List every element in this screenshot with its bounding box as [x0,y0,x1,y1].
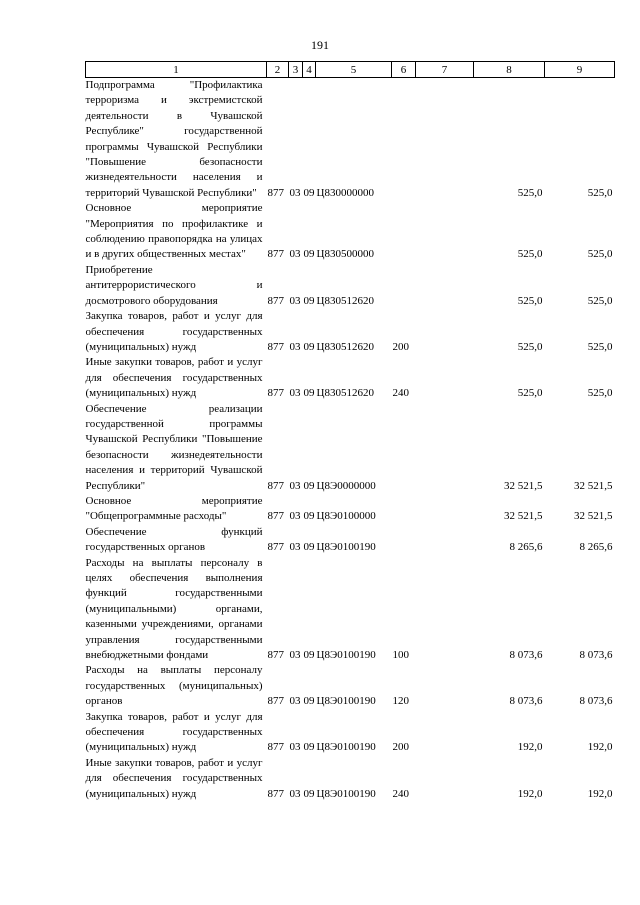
budget-table [85,61,615,802]
subsection-code: 09 [303,695,315,708]
amount-col-8: 8 073,6 [509,649,543,662]
expense-name: Иные закупки товаров, работ и услуг для обеспечения государственных (муниципальных) нужд [85,356,263,400]
column-header: 8 [474,62,545,78]
ministry-code: 877 [267,741,284,754]
target-article-code: Ц830500000 [316,248,374,261]
section-code: 03 [289,695,301,708]
target-article-code: Ц8Э0100190 [316,541,376,554]
amount-col-9: 192,0 [587,787,613,800]
subsection-code: 09 [303,248,315,261]
ministry-code: 877 [267,248,284,261]
expense-name: Расходы на выплаты персоналу государственных (муниципальных) органов [85,664,263,708]
amount-col-9: 525,0 [587,387,613,400]
section-code: 03 [289,741,301,754]
subsection-code: 09 [303,186,315,199]
table-row [86,710,615,756]
target-article-code: Ц830000000 [316,186,374,199]
amount-col-8: 192,0 [517,787,543,800]
column-header: 5 [316,62,392,78]
table-row [86,756,615,802]
expense-type-code [392,525,416,556]
amount-col-8: 192,0 [517,741,543,754]
expense-name: Расходы на выплаты персоналу в целях обеспечения выполнения функций государственными (муниципальными) органами, казенными учреждениями, органами управления государственными внебюджетными фондами [85,556,263,662]
column-7-value [416,756,474,802]
target-article-code: Ц8Э0100190 [316,695,376,708]
amount-col-8: 525,0 [517,248,543,261]
target-article-code: Ц8Э0100190 [316,741,376,754]
amount-col-8: 525,0 [517,340,543,353]
column-header: 1 [86,62,267,78]
column-7-value [416,78,474,202]
expense-name: Обеспечение реализации государственной программы Чувашской Республики "Повышение безопасности жизнедеятельности населения и территорий Чувашской Республики" [85,402,263,492]
ministry-code: 877 [267,649,284,662]
expense-name: Закупка товаров, работ и услуг для обеспечения государственных (муниципальных) нужд [85,310,263,353]
column-7-value [416,201,474,263]
ministry-code: 877 [267,510,284,523]
target-article-code: Ц830512620 [316,387,374,400]
expense-type-code [392,78,416,202]
table-body [86,78,615,803]
table-row [86,309,615,355]
amount-col-8: 32 521,5 [504,479,543,492]
expense-type-code: 240 [392,387,409,400]
ministry-code: 877 [267,787,284,800]
amount-col-8: 8 265,6 [509,541,543,554]
expense-type-code: 120 [392,695,409,708]
target-article-code: Ц830512620 [316,340,374,353]
amount-col-9: 32 521,5 [574,479,613,492]
expense-name: Иные закупки товаров, работ и услуг для обеспечения государственных (муниципальных) нужд [85,756,263,800]
target-article-code: Ц8Э0100190 [316,649,376,662]
expense-type-code: 200 [392,340,409,353]
column-header: 6 [392,62,416,78]
section-code: 03 [289,787,301,800]
column-7-value [416,263,474,309]
column-7-value [416,402,474,494]
amount-col-8: 32 521,5 [504,510,543,523]
expense-name: Закупка товаров, работ и услуг для обеспечения государственных (муниципальных) нужд [85,710,263,754]
column-header: 9 [545,62,615,78]
expense-name: Основное мероприятие "Общепрограммные расходы" [85,494,263,523]
subsection-code: 09 [303,649,315,662]
page-number: 191 [311,38,329,52]
table-row [86,525,615,556]
expense-type-code [392,402,416,494]
table-header-row [86,62,615,78]
table-row [86,201,615,263]
amount-col-9: 8 265,6 [579,541,613,554]
section-code: 03 [289,541,301,554]
column-7-value [416,710,474,756]
section-code: 03 [289,248,301,261]
amount-col-8: 8 073,6 [509,695,543,708]
expense-type-code: 240 [392,787,409,800]
section-code: 03 [289,387,301,400]
amount-col-8: 525,0 [517,294,543,307]
target-article-code: Ц8Э0100190 [316,787,376,800]
expense-type-code: 100 [392,649,409,662]
amount-col-8: 525,0 [517,186,543,199]
subsection-code: 09 [303,340,315,353]
amount-col-9: 32 521,5 [574,510,613,523]
target-article-code: Ц8Э0000000 [316,479,376,492]
target-article-code: Ц830512620 [316,294,374,307]
column-7-value [416,556,474,664]
subsection-code: 09 [303,741,315,754]
table-row [86,663,615,709]
amount-col-9: 525,0 [587,186,613,199]
ministry-code: 877 [267,387,284,400]
column-header: 2 [267,62,289,78]
expense-name: Обеспечение функций государственных органов [85,525,263,554]
table-row [86,494,615,525]
expense-type-code: 200 [392,741,409,754]
amount-col-9: 192,0 [587,741,613,754]
column-header: 7 [416,62,474,78]
section-code: 03 [289,510,301,523]
section-code: 03 [289,340,301,353]
section-code: 03 [289,479,301,492]
expense-type-code [392,494,416,525]
subsection-code: 09 [303,294,315,307]
table-row [86,263,615,309]
column-7-value [416,525,474,556]
table-row [86,402,615,494]
amount-col-8: 525,0 [517,387,543,400]
section-code: 03 [289,649,301,662]
amount-col-9: 525,0 [587,294,613,307]
subsection-code: 09 [303,510,315,523]
subsection-code: 09 [303,479,315,492]
subsection-code: 09 [303,787,315,800]
ministry-code: 877 [267,294,284,307]
section-code: 03 [289,186,301,199]
column-header: 4 [303,62,316,78]
expense-name: Подпрограмма "Профилактика терроризма и экстремистской деятельности в Чувашской Республике" государственной программы Чувашской Республики "Повышение безопасности жизнедеятельности населения и территорий Чувашской Республики" [85,79,263,199]
table-row [86,78,615,202]
subsection-code: 09 [303,387,315,400]
ministry-code: 877 [267,479,284,492]
expense-name: Приобретение антитеррористического и досмотрового оборудования [85,263,263,307]
ministry-code: 877 [267,695,284,708]
column-7-value [416,494,474,525]
column-7-value [416,309,474,355]
column-header: 3 [289,62,303,78]
target-article-code: Ц8Э0100000 [316,510,376,523]
expense-name: Основное мероприятие "Мероприятия по профилактике и соблюдению правопорядка на улицах и в других общественных местах" [85,202,263,261]
ministry-code: 877 [267,541,284,554]
table-row [86,556,615,664]
subsection-code: 09 [303,541,315,554]
ministry-code: 877 [267,340,284,353]
amount-col-9: 8 073,6 [579,695,613,708]
ministry-code: 877 [267,186,284,199]
expense-type-code [392,201,416,263]
column-7-value [416,355,474,401]
amount-col-9: 525,0 [587,248,613,261]
amount-col-9: 525,0 [587,340,613,353]
table-row [86,355,615,401]
expense-type-code [392,263,416,309]
section-code: 03 [289,294,301,307]
amount-col-9: 8 073,6 [579,649,613,662]
column-7-value [416,663,474,709]
